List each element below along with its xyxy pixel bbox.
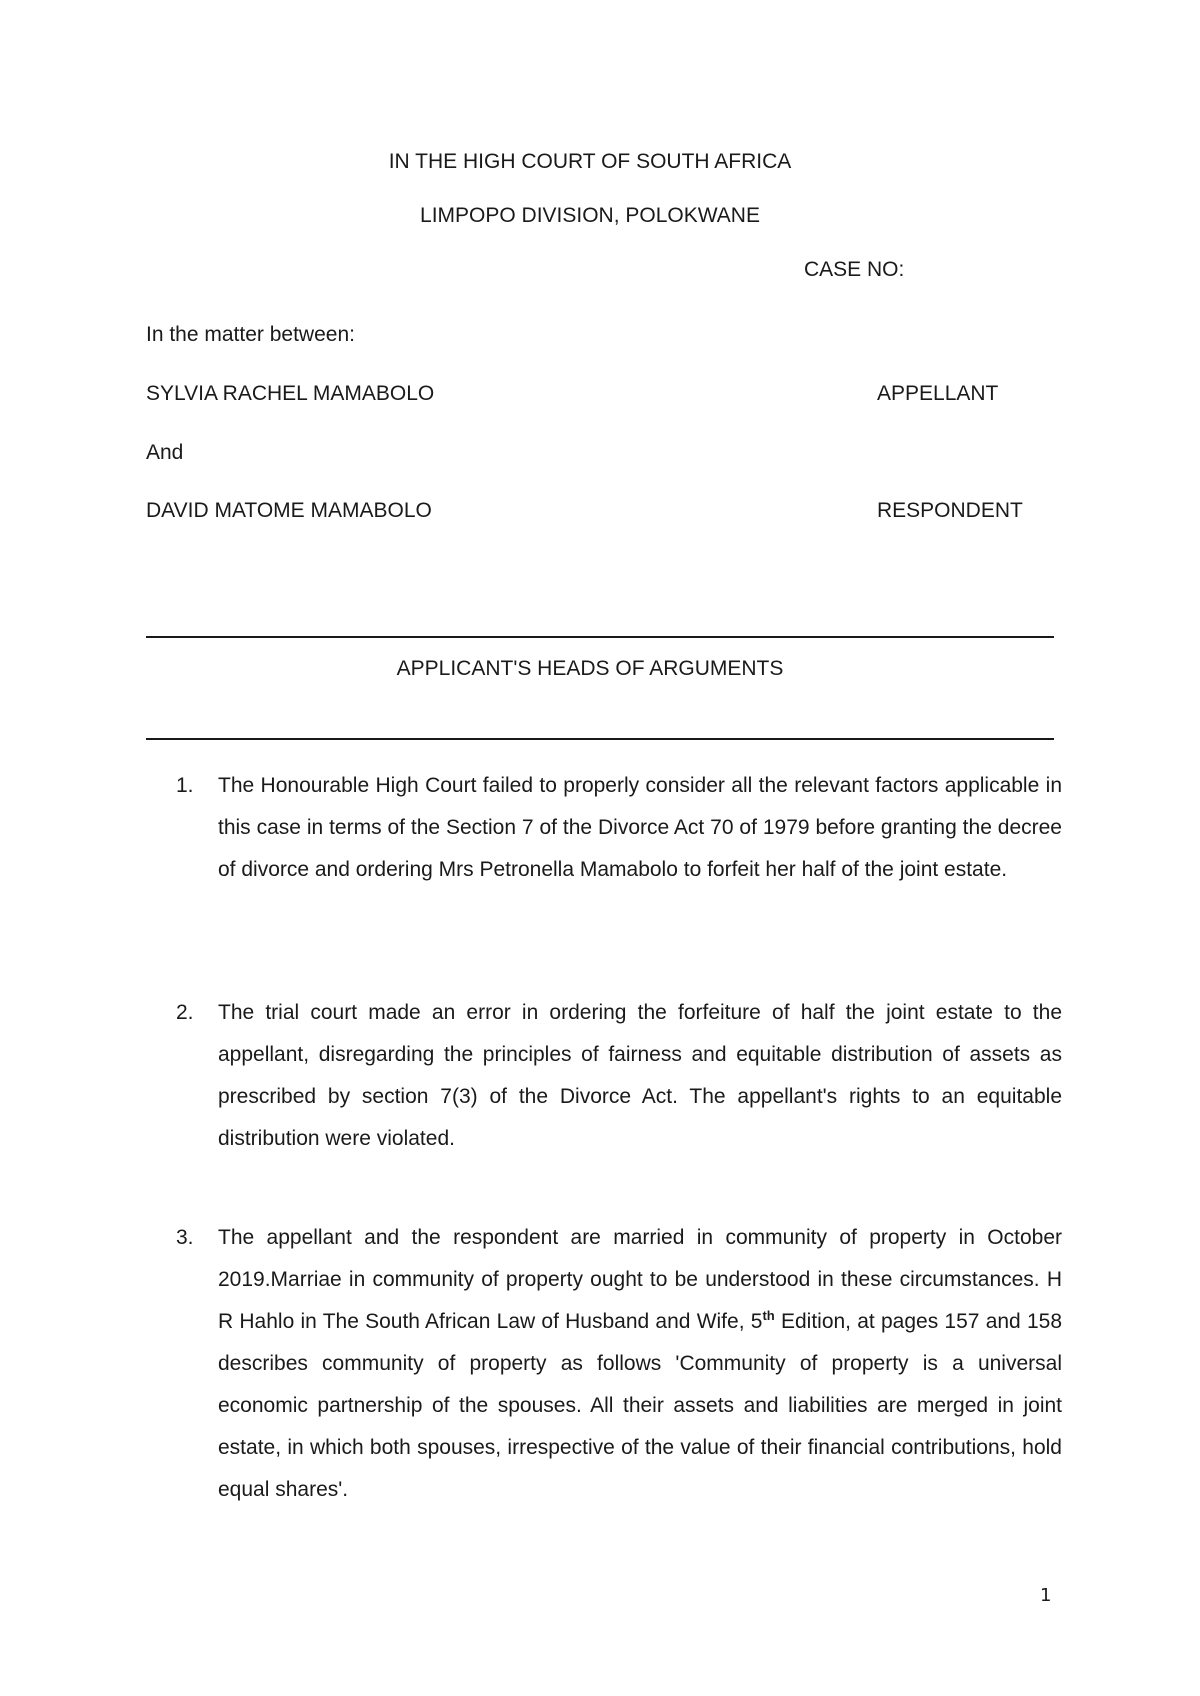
parties-intro: In the matter between:: [146, 323, 355, 346]
appellant-role: APPELLANT: [877, 382, 999, 405]
list-item-number: 2.: [176, 1001, 194, 1024]
list-item-text: [218, 1217, 1062, 1511]
list-item-text: The trial court made an error in ordering the forfeiture of half the joint estate to the appellant, disregarding the principles of fairness and equitable distribution of assets as prescribed by section 7(3) of the Divorce Act. The appellant's rights to an equitable distribution were violated.: [218, 1001, 1062, 1150]
document-title: APPLICANT'S HEADS OF ARGUMENTS: [396, 657, 784, 680]
bottom-divider: [146, 738, 1054, 740]
list-item-text-part: Edition, at pages 157 and 158 describes community of property as follows 'Community of property is a universal economic partnership of the spouses. All their assets and liabilities are merged in joint estate, in which both spouses, irrespective of the value of their financial contributions, hold equal shares'.: [218, 1310, 1063, 1501]
list-item-text: The Honourable High Court failed to properly consider all the relevant factors applicable in this case in terms of the Section 7 of the Divorce Act 70 of 1979 before granting the decree of divorce and ordering Mrs Petronella Mamabolo to forfeit her half of the joint estate.: [218, 774, 1062, 881]
list-item: [146, 992, 1062, 1160]
ordinal-superscript: th: [762, 1308, 775, 1323]
case-number-label: CASE NO:: [804, 258, 905, 281]
list-item: [146, 765, 1062, 891]
court-division: LIMPOPO DIVISION, POLOKWANE: [420, 204, 760, 227]
court-name: IN THE HIGH COURT OF SOUTH AFRICA: [388, 150, 792, 173]
parties-conjunction: And: [146, 441, 184, 464]
list-item: [146, 1217, 1062, 1511]
list-item-number: 1.: [176, 774, 194, 797]
top-divider: [146, 636, 1054, 638]
appellant-name: SYLVIA RACHEL MAMABOLO: [146, 382, 435, 405]
list-item-text-part: The appellant and the respondent are married in community of property in October 2019.Marriae in community of property ought to be understood in these circumstances. H R Hahlo in The South African Law of Husband and Wife, 5: [218, 1226, 1062, 1333]
respondent-name: DAVID MATOME MAMABOLO: [146, 499, 432, 522]
page-number: 1: [1040, 1585, 1052, 1606]
list-item-number: 3.: [176, 1226, 194, 1249]
respondent-role: RESPONDENT: [877, 499, 1023, 522]
